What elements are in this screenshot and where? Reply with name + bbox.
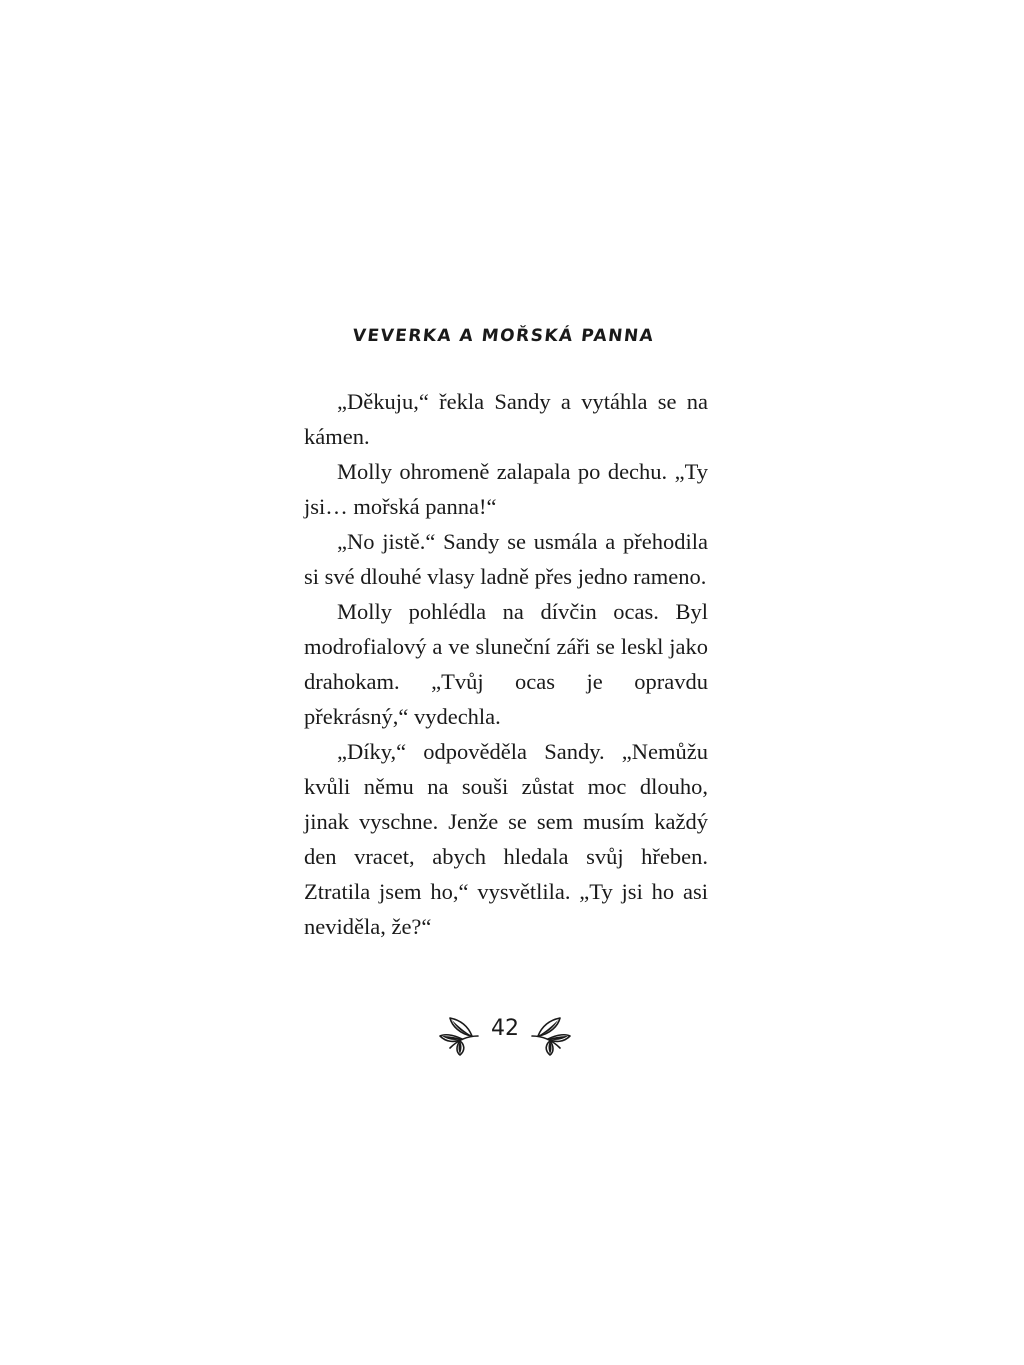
paragraph: „Děkuju,“ řekla Sandy a vytáhla se na kámen. bbox=[304, 389, 708, 449]
leaf-sprig-right-icon bbox=[530, 1012, 572, 1056]
page-folio bbox=[438, 1008, 572, 1058]
running-head-title: VEVERKA A MOŘSKÁ PANNA bbox=[351, 326, 656, 346]
page-number: 42 bbox=[491, 1016, 519, 1041]
body-text bbox=[304, 384, 708, 944]
paragraph: „No jistě.“ Sandy se usmála a přehodila si své dlouhé vlasy ladně přes jedno rameno. bbox=[304, 529, 708, 589]
paragraph: Molly pohlédla na dívčin ocas. Byl modrofialový a ve sluneční záři se leskl jako drahokam. „Tvůj ocas je opravdu překrásný,“ vydechla. bbox=[304, 599, 708, 729]
paragraph: Molly ohromeně zalapala po dechu. „Ty jsi… mořská panna!“ bbox=[304, 459, 708, 519]
paragraph: „Díky,“ odpověděla Sandy. „Nemůžu kvůli němu na souši zůstat moc dlouho, jinak vyschne. Jenže se sem musím každý den vracet, abych hledala svůj hřeben. Ztratila jsem ho,“ vysvětlila. „Ty jsi ho asi neviděla, že?“ bbox=[304, 739, 708, 939]
